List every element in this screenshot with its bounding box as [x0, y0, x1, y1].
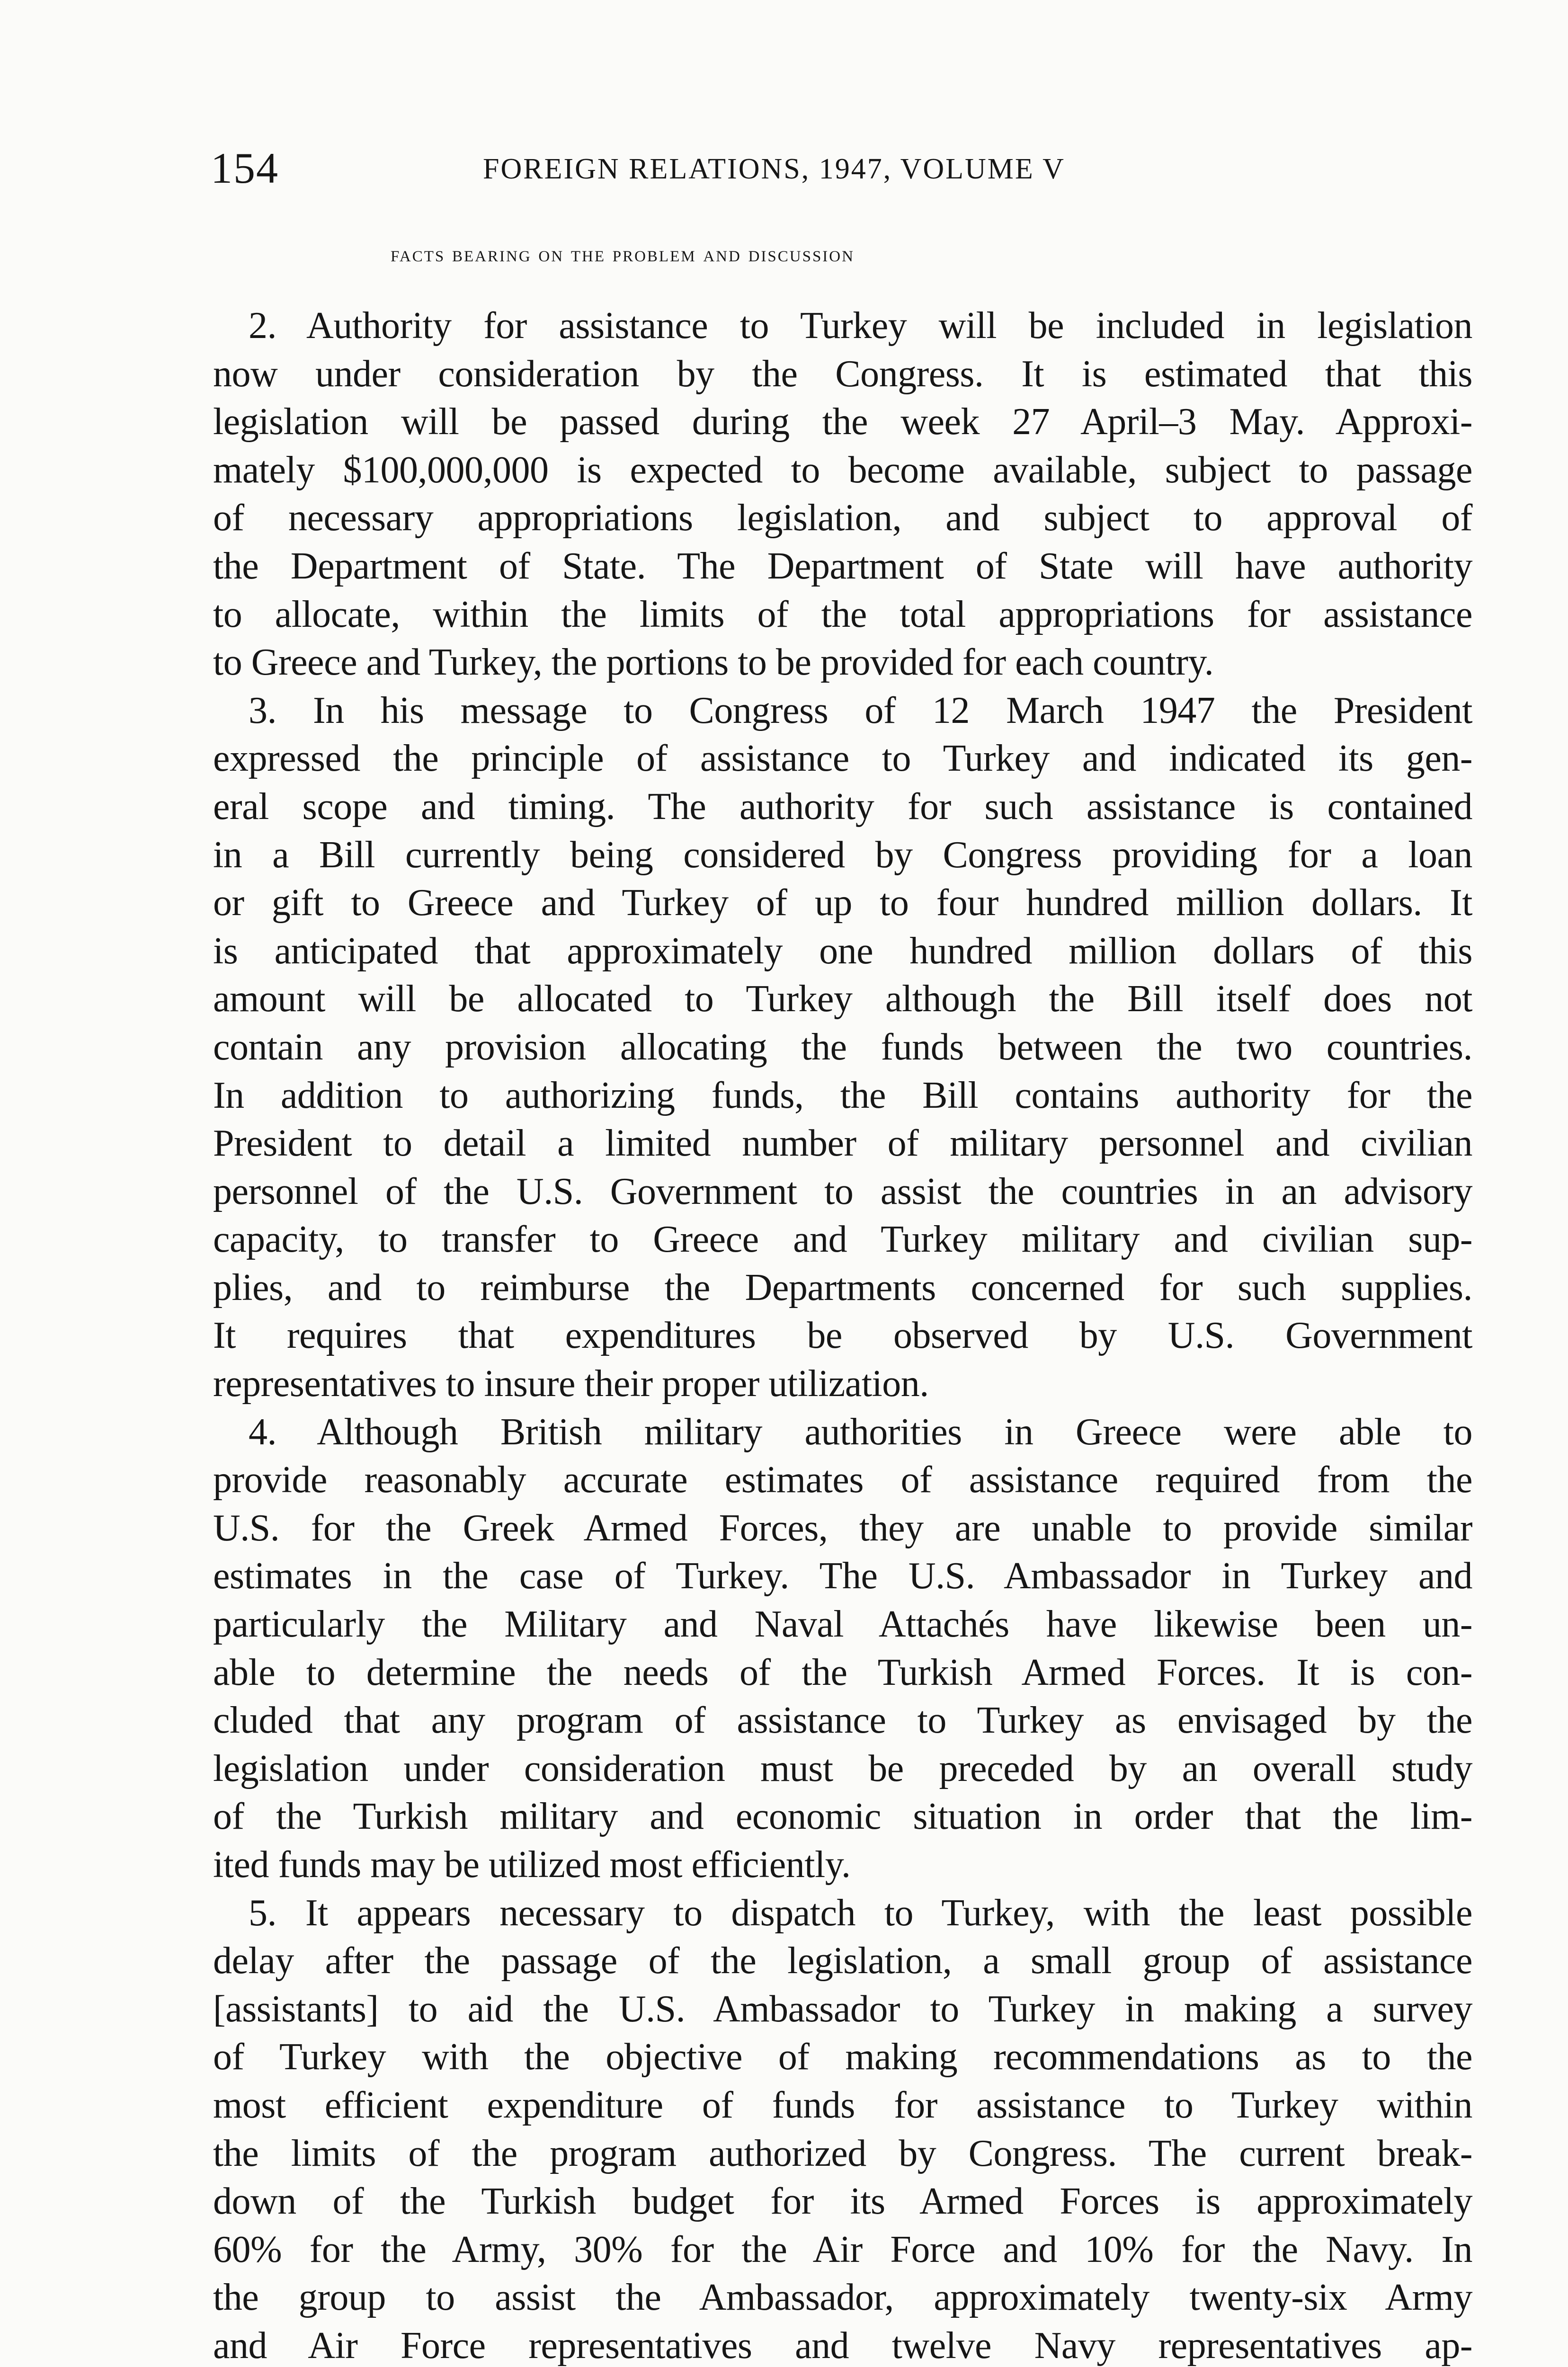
text-line: in a Bill currently being considered by Congress providing for a loan — [213, 834, 1472, 876]
text-line: 2. Authority for assistance to Turkey will be included in legislation — [249, 305, 1472, 347]
text-line: the group to assist the Ambassador, approximately twenty-six Army — [213, 2277, 1472, 2319]
text-line: In addition to authorizing funds, the Bill contains authority for the — [213, 1074, 1472, 1116]
text-line: now under consideration by the Congress. It is estimated that this — [213, 353, 1472, 395]
text-line: or gift to Greece and Turkey of up to four hundred million dollars. It — [213, 882, 1472, 924]
text-line: of the Turkish military and economic situation in order that the lim- — [213, 1796, 1472, 1838]
text-line: of necessary appropriations legislation, and subject to approval of — [213, 497, 1472, 539]
text-line: particularly the Military and Naval Attachés have likewise been un- — [213, 1603, 1472, 1646]
text-line: eral scope and timing. The authority for such assistance is contained — [213, 785, 1472, 828]
text-line: the Department of State. The Department of State will have authority — [213, 545, 1472, 587]
text-line: It requires that expenditures be observed by U.S. Government — [213, 1315, 1472, 1357]
text-line: President to detail a limited number of military personnel and civilian — [213, 1122, 1472, 1165]
text-line: amount will be allocated to Turkey although the Bill itself does not — [213, 978, 1472, 1020]
text-line: personnel of the U.S. Government to assist the countries in an advisory — [213, 1170, 1472, 1212]
text-line: able to determine the needs of the Turkish Armed Forces. It is con- — [213, 1651, 1472, 1693]
body-text — [213, 302, 1472, 2367]
text-line: 60% for the Army, 30% for the Air Force and 10% for the Navy. In — [213, 2228, 1472, 2270]
text-line: legislation will be passed during the week 27 April–3 May. Approxi- — [213, 401, 1472, 443]
text-line: 3. In his message to Congress of 12 March 1947 the President — [249, 689, 1472, 731]
paragraph-2 — [213, 302, 1472, 687]
text-line: mately $100,000,000 is expected to become available, subject to passage — [213, 449, 1472, 491]
text-line: of Turkey with the objective of making recommendations as to the — [213, 2036, 1472, 2078]
text-line: provide reasonably accurate estimates of assistance required from the — [213, 1459, 1472, 1501]
text-line: to Greece and Turkey, the portions to be provided for each country. — [213, 641, 1214, 684]
text-line: is anticipated that approximately one hundred million dollars of this — [213, 930, 1472, 972]
text-line: 4. Although British military authorities in Greece were able to — [249, 1411, 1472, 1453]
paragraph-3 — [213, 687, 1472, 1408]
text-line: [assistants] to aid the U.S. Ambassador to Turkey in making a survey — [213, 1988, 1472, 2030]
text-line: plies, and to reimburse the Departments concerned for such supplies. — [213, 1266, 1472, 1308]
text-line: representatives to insure their proper utilization. — [213, 1363, 929, 1405]
text-line: most efficient expenditure of funds for assistance to Turkey within — [213, 2084, 1472, 2126]
text-line: U.S. for the Greek Armed Forces, they are unable to provide similar — [213, 1507, 1472, 1549]
section-heading: facts bearing on the problem and discussion — [391, 242, 855, 267]
paragraph-4 — [213, 1408, 1472, 1889]
text-line: to allocate, within the limits of the total appropriations for assistance — [213, 593, 1472, 635]
page-number: 154 — [211, 144, 279, 192]
text-line: cluded that any program of assistance to Turkey as envisaged by the — [213, 1700, 1472, 1742]
text-line: contain any provision allocating the funds between the two countries. — [213, 1026, 1472, 1068]
text-line: and Air Force representatives and twelve Navy representatives ap- — [213, 2324, 1472, 2367]
text-line: ited funds may be utilized most efficiently. — [213, 1844, 851, 1886]
text-line: 5. It appears necessary to dispatch to Turkey, with the least possible — [249, 1892, 1472, 1934]
running-header — [211, 142, 1470, 194]
text-line: down of the Turkish budget for its Armed Forces is approximately — [213, 2180, 1472, 2223]
text-line: legislation under consideration must be preceded by an overall study — [213, 1747, 1472, 1789]
text-line: capacity, to transfer to Greece and Turkey military and civilian sup- — [213, 1219, 1472, 1261]
text-line: delay after the passage of the legislation, a small group of assistance — [213, 1940, 1472, 1982]
running-title: FOREIGN RELATIONS, 1947, VOLUME V — [483, 153, 1065, 185]
text-line: estimates in the case of Turkey. The U.S. Ambassador in Turkey and — [213, 1555, 1472, 1597]
paragraph-5 — [213, 1889, 1472, 2367]
text-line: expressed the principle of assistance to Turkey and indicated its gen- — [213, 738, 1472, 780]
text-line: the limits of the program authorized by Congress. The current break- — [213, 2132, 1472, 2174]
